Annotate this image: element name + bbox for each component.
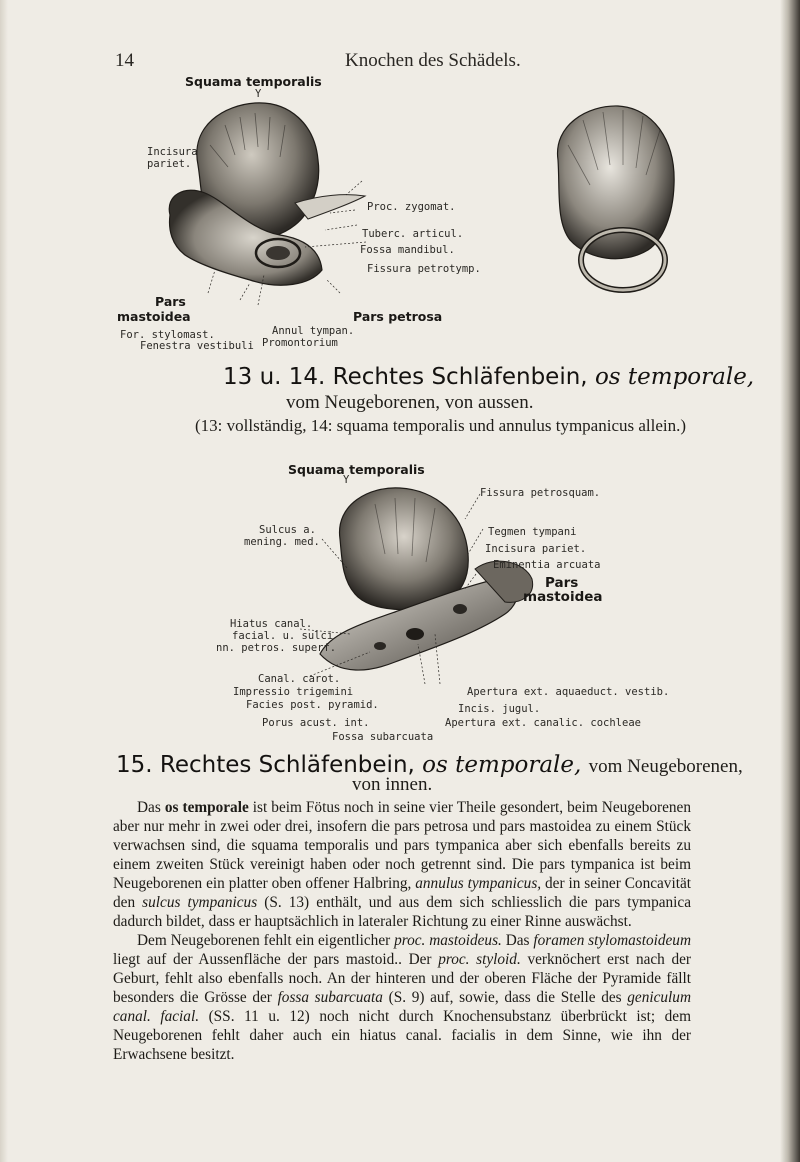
fig13-label-pars-petrosa: Pars petrosa <box>353 309 443 324</box>
body-p1-bold-term: os temporale <box>164 799 249 816</box>
fig15-caption-sub-2: von innen. <box>352 774 433 795</box>
body-p1-text-b: ist beim Fötus noch in seine vier Theile gesondert, beim Neugeborenen aber nur mehr in zwei oder drei, insofern die pars petrosa und pars mastoidea zu einem Stück verwachsen sind, die squama temporalis und pars tympanica aber sich ebenfalls bereits zu einem zweiten Stück vereinigt haben oder noch getrennt sind. Die pars tympanica ist beim Neugeborenen ein platter oben offener Halbring, <box>113 799 691 892</box>
body-p2-text-f: (SS. 11 u. 12) noch nicht durch Knochensubstanz überbrückt ist; dem Neugeborenen fehlt daher auch ein hiatus canal. facialis in dem Sinne, wie ihn der Erwachsene besitzt. <box>113 1008 691 1063</box>
body-p2-text-d: verknöchert erst nach der Geburt, fehlt also ebenfalls noch. An der hinteren und der oberen Fläche der Pyramide fällt besonders die Grösse der <box>113 951 692 1006</box>
fig13-label-annul-tympan: Annul tympan. <box>272 325 355 337</box>
fig15-caption-sub-1: vom Neugeborenen, <box>588 756 743 777</box>
fig15-heading-marker: Y <box>343 474 350 486</box>
body-p2-text-a: Dem Neugeborenen fehlt ein eigentlicher <box>137 932 395 949</box>
fig13-label-incisura-2: pariet. <box>147 158 192 170</box>
fig13-label-for-stylomast: For. stylomast. <box>120 329 215 341</box>
fig15-label-apertura-aquaeduct: Apertura ext. aquaeduct. vestib. <box>467 686 670 698</box>
fig15-caption-number: 15. <box>116 752 153 778</box>
fig13-heading: Squama temporalis <box>185 74 322 89</box>
fig15-label-porus-acust: Porus acust. int. <box>262 717 370 729</box>
fig15-label-fissura-petrosquam: Fissura petrosquam. <box>480 487 601 499</box>
fig13-caption-note: (13: vollständig, 14: squama temporalis und annulus tympanicus allein.) <box>195 416 687 435</box>
body-p2-text-c: liegt auf der Aussenfläche der pars mastoid.. Der <box>113 951 439 968</box>
fig13-caption-name: Rechtes Schläfenbein, <box>332 364 588 390</box>
fig15-label-pars-mastoidea-1: Pars <box>545 575 579 591</box>
body-text <box>113 798 691 1064</box>
fig15-label-apertura-cochleae: Apertura ext. canalic. cochleae <box>445 717 641 729</box>
body-p2-italic-4: fossa subarcuata <box>277 989 383 1006</box>
fig13-label-fossa-mandibul: Fossa mandibul. <box>360 244 455 256</box>
body-p1-italic-1: annulus tympanicus, <box>415 875 542 892</box>
fig15-label-facies-post: Facies post. pyramid. <box>246 699 379 711</box>
fig13-caption-sub: vom Neugeborenen, von aussen. <box>286 392 534 413</box>
fig13-caption-latin: os temporale, <box>594 364 755 390</box>
fig13-caption-number: 13 u. 14. <box>223 364 326 390</box>
fig15-label-sulcus-1: Sulcus a. <box>259 524 316 536</box>
fig15-label-hiatus-3: nn. petros. superf. <box>216 642 337 654</box>
fig15-label-hiatus-2: facial. u. sulci <box>232 630 334 642</box>
fig13-label-fenestra-vestibuli: Fenestra vestibuli <box>140 340 254 352</box>
fig15-label-impressio-trigemini: Impressio trigemini <box>233 686 354 698</box>
body-p2-text-b: Das <box>501 932 534 949</box>
fig15-caption-latin: os temporale, <box>422 752 582 778</box>
body-paragraph-1 <box>113 798 691 931</box>
fig15-label-sulcus-2: mening. med. <box>244 536 320 548</box>
body-p1-text-c: der in seiner Concavität den <box>113 875 691 911</box>
fig15-label-hiatus-1: Hiatus canal. <box>230 618 313 630</box>
fig15-label-incisura-pariet: Incisura pariet. <box>485 543 587 555</box>
fig13-label-incisura-1: Incisura <box>147 146 198 158</box>
fig15-label-incis-jugul: Incis. jugul. <box>458 703 541 715</box>
page-left-edge <box>0 0 8 1162</box>
body-p2-italic-1: proc. mastoideus. <box>394 932 502 949</box>
fig13-label-promontorium: Promontorium <box>262 337 338 349</box>
body-p1-text-a: Das <box>137 799 165 816</box>
fig13-caption-title <box>223 364 754 390</box>
body-p2-italic-3: proc. styloid. <box>438 951 521 968</box>
fig13-label-proc-zygomat: Proc. zygomat. <box>367 201 456 213</box>
fig15-temporal-bone-inner-illustration <box>300 484 540 684</box>
fig15-label-pars-mastoidea-2: mastoidea <box>523 589 603 605</box>
fig15-label-canal-carot: Canal. carot. <box>258 673 341 685</box>
fig15-caption-name: Rechtes Schläfenbein, <box>159 752 415 778</box>
fig13-label-pars-mastoidea-2: mastoidea <box>117 309 191 324</box>
fig15-label-fossa-subarcuata: Fossa subarcuata <box>332 731 434 743</box>
fig13-label-pars-mastoidea-1: Pars <box>155 294 186 309</box>
fig15-heading: Squama temporalis <box>288 462 425 477</box>
fig13-label-tuberc-articul: Tuberc. articul. <box>362 228 464 240</box>
body-p1-italic-2: sulcus tympanicus <box>142 894 258 911</box>
body-paragraph-2 <box>113 931 691 1064</box>
fig13-heading-marker: Y <box>255 88 262 100</box>
page-number: 14 <box>115 50 134 71</box>
fig14-squama-annulus-illustration <box>528 100 688 305</box>
fig15-label-eminentia-arcuata: Eminentia arcuata <box>493 559 601 571</box>
book-binding-edge <box>780 0 800 1162</box>
body-p2-italic-2: foramen stylomastoideum <box>533 932 692 949</box>
fig13-label-fissura-petrotymp: Fissura petrotymp. <box>367 263 481 275</box>
body-p1-text-d: (S. 13) enthält, und aus dem sich schliesslich die pars tympanica dadurch bildet, dass er hauptsächlich in lateraler Richtung zu einer Rinne auswächst. <box>113 894 691 930</box>
fig15-label-tegmen-tympani: Tegmen tympani <box>488 526 577 538</box>
body-p2-italic-5: geniculum canal. facial. <box>113 989 691 1025</box>
running-title: Knochen des Schädels. <box>345 50 521 71</box>
body-p2-text-e: (S. 9) auf, sowie, dass die Stelle des <box>382 989 628 1006</box>
